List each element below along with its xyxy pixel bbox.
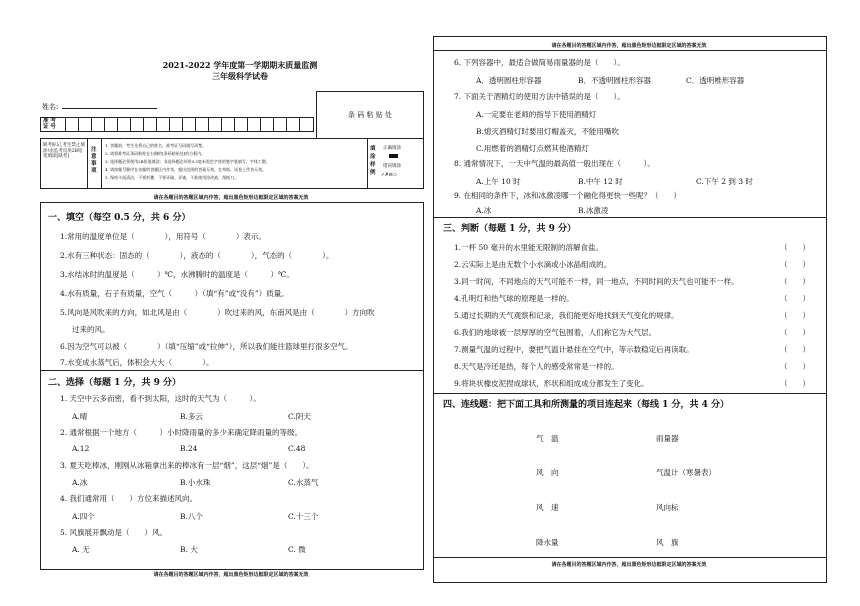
- choice-q9-opt-b[interactable]: B.冰激凌: [578, 206, 609, 215]
- match-right-1[interactable]: 雨量器: [656, 434, 679, 443]
- barcode-area: [316, 91, 424, 139]
- judge-paren-6[interactable]: （ ）: [780, 328, 810, 337]
- fill-item-1: 1.常用的温度单位是（ ），用符号（ ）表示。: [60, 232, 266, 241]
- fill-correct-label: 正确填涂: [383, 146, 401, 151]
- judge-item-1: 1.一杯 50 毫升的水里能无限制的溶解食盐。: [454, 243, 603, 252]
- choice-q1-opt-a[interactable]: A.晴: [72, 412, 88, 421]
- fill-item-4: 4.水有质量，石子有质量，空气（ ）（填“有”或“没有”）质量。: [60, 289, 289, 298]
- judge-paren-7[interactable]: （ ）: [780, 345, 810, 354]
- choice-q8-opt-a[interactable]: A.上午 10 时: [476, 177, 521, 186]
- judge-paren-4[interactable]: （ ）: [780, 294, 810, 303]
- choice-q2-opt-c[interactable]: C.48: [288, 444, 306, 453]
- section1-title: 一、填空（每空 0.5 分，共 6 分）: [48, 213, 191, 223]
- fill-item-6: 6.因为空气可以被（ ）（填“压缩”或“拉伸”），所以我们能往篮球里打很多空气。: [60, 342, 353, 351]
- choice-q2-opt-b[interactable]: B.24: [180, 444, 198, 453]
- judge-paren-8[interactable]: （ ）: [780, 362, 810, 371]
- judge-item-9: 9.将块状橡皮泥捏成球状，形状和组成成分都发生了变化。: [454, 379, 649, 388]
- judge-item-8: 8.天气是冷还是热，每个人的感受常常是一样的。: [454, 362, 619, 371]
- choice-q1: 1. 天空中云多而密，看不到太阳，这时的天气为（ ）。: [60, 394, 261, 403]
- barcode-label: 条 码 粘 贴 处: [348, 111, 392, 119]
- choice-q7-opt-c[interactable]: C.用燃着的酒精灯点燃其他酒精灯: [476, 144, 589, 153]
- judge-item-6: 6.我们的地球被一层厚厚的空气包围着，人们称它为大气层。: [454, 328, 657, 337]
- exam-title: 2021-2022 学年度第一学期期末质量监测: [162, 60, 318, 70]
- choice-q1-opt-b[interactable]: B.多云: [180, 412, 203, 421]
- fill-wrong-marks: ✓✗⊘▭: [381, 172, 397, 178]
- judge-paren-5[interactable]: （ ）: [780, 311, 810, 320]
- fill-item-3: 3.水结冰时的温度是（ ）℃，水沸腾时的温度是（ ）℃。: [60, 270, 294, 279]
- judge-paren-3[interactable]: （ ）: [780, 277, 810, 286]
- choice-q2-opt-a[interactable]: A.12: [72, 444, 90, 453]
- judge-item-5: 5.通过长期的天气观察和记录，我们能更好地找到天气变化的规律。: [454, 311, 679, 320]
- choice-q8: 8. 通常情况下，一天中气温的最高值一般出现在（ ）。: [454, 159, 655, 168]
- exam-number-label: 准 考 证 号: [43, 118, 56, 130]
- fill-wrong-label: 错误填涂: [383, 164, 401, 169]
- judge-item-2: 2.云实际上是由无数个小水滴或小冰晶组成的。: [454, 260, 612, 269]
- choice-q2: 2. 通常根据一个地方（ ）小时降雨量的多少来确定降雨量的等级。: [60, 428, 303, 437]
- choice-q5-opt-b[interactable]: B. 大: [180, 545, 198, 554]
- judge-paren-9[interactable]: （ ）: [780, 379, 810, 388]
- choice-q3: 3. 夏天吃棒冰，刚刚从冰箱拿出来的棒冰有一层“烟”，这层“烟”是（ ）。: [60, 461, 314, 470]
- fill-item-5: 5.风向是风吹来的方向，如北风是由（ ）吹过来的风，东南风是由（ ）方向吹: [60, 308, 375, 317]
- notes-list: 1. 答题前，考生先将自己的姓名、准考证号码填写清楚。 2. 请将准考证条码粘贴在右侧的[条码粘贴处]的方框内。 3. 选择题必须使用2B铅笔填涂；非选择题必须用0.5毫米黑色字迹的签字笔填写，字体工整。 4. 请按题号顺序在各题的答题区内作答，超出范围的答案无效，在草纸、试卷上作答无效。 5. 保持卡面清洁，不要折叠，不要弄破、弄皱，不准使用涂改液、刮纸刀。: [105, 143, 270, 180]
- choice-q9-opt-a[interactable]: A.冰: [476, 206, 492, 215]
- fill-item-5-cont: 过来的风。: [72, 325, 110, 334]
- exam-number-grid[interactable]: [40, 117, 314, 132]
- choice-q5-opt-a[interactable]: A. 无: [72, 545, 90, 554]
- fill-item-2: 2.水有三种状态：固态的（ ），液态的（ ），气态的（ ）。: [60, 251, 334, 260]
- choice-q4-opt-b[interactable]: B.八个: [180, 512, 203, 521]
- warning-left-bottom: 请在各题目的答题区域内作答，超出黑色矩形边框限定区域的答案无效: [153, 572, 309, 578]
- judge-item-4: 4.孔明灯和热气球的原理是一样的。: [454, 294, 574, 303]
- exam-subtitle: 三年级科学试卷: [212, 71, 268, 81]
- choice-q9: 9. 在相同的条件下，冰和冰激凌哪一个融化得更快一些呢？（ ）: [454, 191, 682, 200]
- choice-q7: 7. 下面关于酒精灯的使用方法中错误的是（ ）。: [454, 92, 625, 101]
- fill-item-7: 7.水变成水蒸气后，体积会大大（ ）。: [60, 358, 214, 367]
- match-right-2[interactable]: 气温计（寒暑表）: [656, 468, 716, 477]
- match-left-1[interactable]: 气 温: [536, 434, 559, 443]
- match-left-2[interactable]: 风 向: [536, 468, 559, 477]
- judge-item-7: 7.测量气温的过程中，要把气温计悬挂在空气中，等示数稳定后再读取。: [454, 345, 694, 354]
- judge-item-3: 3.同一时间，不同地点的天气可能不一样，同一地点，不同时间的天气也可能不一样。: [454, 277, 739, 286]
- choice-q5-opt-c[interactable]: C. 微: [288, 545, 306, 554]
- match-right-3[interactable]: 风向标: [656, 503, 679, 512]
- choice-q4: 4. 我们通常用（ ）方位来描述风向。: [60, 494, 198, 503]
- fill-correct-mark: [389, 154, 398, 158]
- choice-q1-opt-c[interactable]: C.阴天: [288, 412, 311, 421]
- choice-q6-opt-b[interactable]: B．不透明圆柱形容器: [578, 76, 652, 85]
- choice-q6: 6. 下列容器中，最适合做简易雨量器的是（ ）。: [454, 58, 625, 67]
- choice-q8-opt-b[interactable]: B.中午 12 时: [578, 177, 623, 186]
- match-right-4[interactable]: 风 旗: [656, 538, 679, 547]
- name-input-line[interactable]: [62, 108, 157, 109]
- section3-title: 三、判断（每题 1 分，共 9 分）: [443, 224, 577, 234]
- section4-title: 四、连线题：把下面工具和所测量的项目连起来（每线 1 分，共 4 分）: [443, 400, 730, 410]
- choice-q3-opt-c[interactable]: C.水蒸气: [288, 478, 319, 487]
- section2-title: 二、选择（每题 1 分，共 9 分）: [48, 378, 182, 388]
- choice-q6-opt-a[interactable]: A．透明圆柱形容器: [476, 76, 542, 85]
- choice-q3-opt-a[interactable]: A.冰: [72, 478, 88, 487]
- fill-example-label: 填 涂 样 例: [370, 146, 376, 176]
- choice-q3-opt-b[interactable]: B.小水珠: [180, 478, 211, 487]
- choice-q6-opt-c[interactable]: C．透明椎形容器: [686, 76, 745, 85]
- choice-q7-opt-b[interactable]: B.熄灭酒精灯时要用灯帽盖灭，不能用嘴吹: [476, 127, 619, 136]
- judge-paren-2[interactable]: （ ）: [780, 260, 810, 269]
- warning-right-top: 请在各题目的答题区域内作答，超出黑色矩形边框限定区域的答案无效: [551, 43, 707, 49]
- warning-right-bottom: 请在各题目的答题区域内作答，超出黑色矩形边框限定区域的答案无效: [551, 562, 707, 568]
- judge-paren-1[interactable]: （ ）: [780, 243, 810, 252]
- absent-note: 缺考标记,考生禁止填涂!由监考员用2B铅笔填涂[缺考]: [43, 143, 85, 159]
- match-left-3[interactable]: 风 速: [536, 503, 559, 512]
- choice-q5: 5. 风旗展开飘动是（ ）风。: [60, 528, 168, 537]
- notes-box: [40, 138, 424, 189]
- name-label: 姓名:: [42, 103, 59, 111]
- choice-q8-opt-c[interactable]: C.下午 2 到 3 时: [696, 177, 753, 186]
- warning-left-top: 请在各题目的答题区域内作答，超出黑色矩形边框限定区域的答案无效: [153, 195, 309, 201]
- choice-q7-opt-a[interactable]: A.一定要在老师的指导下使用酒精灯: [476, 110, 597, 119]
- choice-q4-opt-c[interactable]: C.十三个: [288, 512, 319, 521]
- notes-label: 注 意 事 项: [91, 147, 97, 174]
- match-left-4[interactable]: 降水量: [536, 538, 559, 547]
- choice-q4-opt-a[interactable]: A.四个: [72, 512, 95, 521]
